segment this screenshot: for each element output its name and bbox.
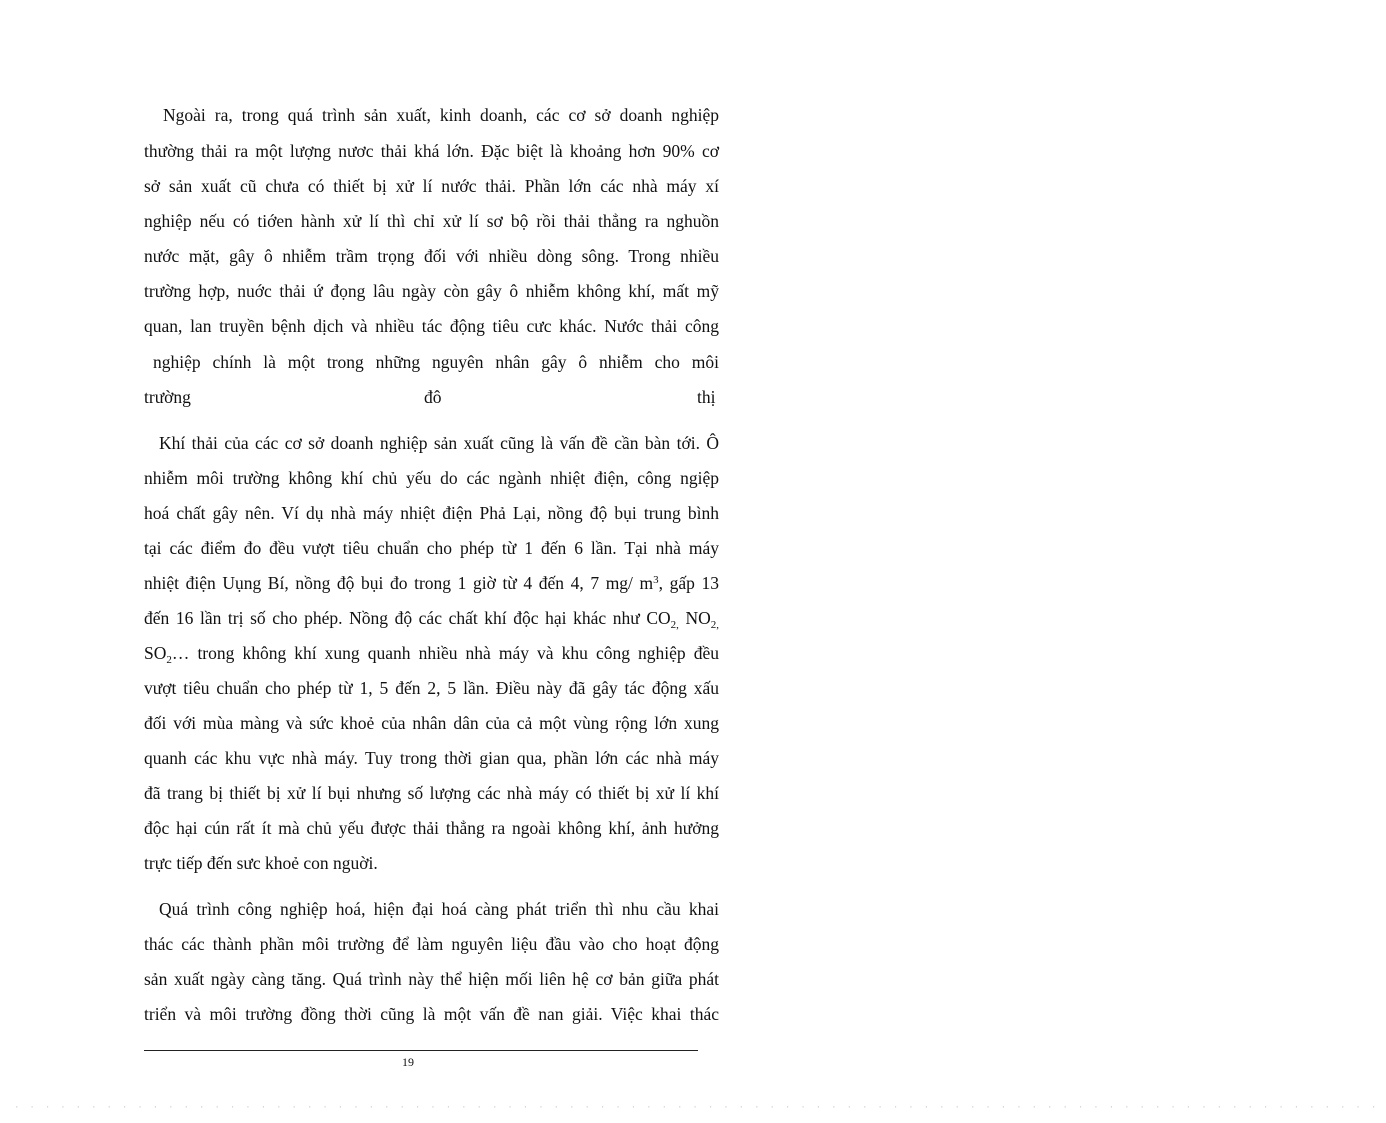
p1-line-4: nghiệp nếu có tiớen hành xử lí thì chỉ xử lí sơ bộ rồi thải thẳng ra nghuồn [144, 211, 719, 231]
page-number: 19 [402, 1055, 414, 1069]
p2-line-5-tail: , gấp 13 [658, 573, 719, 593]
p1-word-truong: trường [144, 387, 191, 407]
p2-line-11: đã trang bị thiết bị xử lí bụi nhưng số lượng các nhà máy có thiết bị xử lí khí [144, 783, 719, 803]
p2-line-7-text: … trong không khí xung quanh nhiều nhà máy và khu công nghiệp đều [171, 643, 719, 663]
p1-line-2: thường thải ra một lượng nươc thải khá lớn. Đặc biệt là khoảng hơn 90% cơ [144, 141, 719, 161]
p1-line-6: trường hợp, nuớc thải ứ đọng lâu ngày còn gây ô nhiễm không khí, mất mỹ [144, 281, 719, 301]
p1-line-3: sở sản xuất cũ chưa có thiết bị xử lí nước thải. Phần lớn các nhà máy xí [144, 176, 719, 196]
p2-line-3: hoá chất gây nên. Ví dụ nhà máy nhiệt điện Phả Lại, nồng độ bụi trung bình [144, 503, 719, 523]
p1-line-1: Ngoài ra, trong quá trình sản xuất, kinh doanh, các cơ sở doanh nghiệp [163, 105, 719, 125]
p2-line-5 [144, 571, 719, 595]
p2-line-2: nhiễm môi trường không khí chủ yếu do các ngành nhiệt điện, công ngiệp [144, 468, 719, 488]
p1-word-thi: thị [697, 387, 716, 407]
p2-line-7 [144, 641, 719, 665]
subscript-so2: 2 [166, 654, 172, 666]
p1-line-5: nước mặt, gây ô nhiễm trầm trọng đối với nhiều dòng sông. Trong nhiều [144, 246, 719, 266]
p3-line-4: triển và môi trường đồng thời cũng là một vấn đề nan giải. Việc khai thác [144, 1004, 719, 1024]
p2-line-9: đối với mùa màng và sức khoẻ của nhân dân của cả một vùng rộng lớn xung [144, 713, 719, 733]
p3-line-1: Quá trình công nghiệp hoá, hiện đại hoá càng phát triển thì nhu cầu khai [159, 899, 719, 919]
p2-line-4: tại các điểm đo đều vượt tiêu chuẩn cho phép từ 1 đến 6 lần. Tại nhà máy [144, 538, 719, 558]
p2-line-8: vượt tiêu chuẩn cho phép từ 1, 5 đến 2, 5 lần. Điều này đã gây tác động xấu [144, 678, 719, 698]
p2-line-1: Khí thải của các cơ sở doanh nghiệp sản xuất cũng là vấn đề cần bàn tới. Ô [159, 433, 719, 453]
p2-line-6-text: đến 16 lần trị số cho phép. Nồng độ các chất khí độc hại khác như CO [144, 608, 671, 628]
p1-word-do: đô [424, 387, 442, 407]
p1-line-8: nghiệp chính là một trong những nguyên nhân gây ô nhiễm cho môi [153, 352, 719, 372]
p2-line-10: quanh các khu vực nhà máy. Tuy trong thời gian qua, phần lớn các nhà máy [144, 748, 719, 768]
page-border-dots: ························································································· [14, 1103, 1386, 1113]
superscript-3: 3 [653, 574, 659, 586]
p2-line-6 [144, 606, 719, 630]
subscript-co2: 2, [670, 619, 679, 631]
p2-line-12: độc hại cún rất ít mà chủ yếu được thải thẳng ra ngoài không khí, ảnh hưởng [144, 818, 719, 838]
p2-line-5-text: nhiệt điện Uụng Bí, nồng độ bụi đo trong 1 giờ từ 4 đến 4, 7 mg/ m [144, 573, 654, 593]
p2-line-7-so: SO [144, 643, 167, 663]
p1-line-7: quan, lan truyền bệnh dịch và nhiều tác động tiêu cưc khác. Nước thải công [144, 316, 719, 336]
subscript-no2: 2, [710, 619, 720, 631]
p2-line-13: trực tiếp đến sưc khoẻ con nguời. [144, 853, 378, 873]
p3-line-3: sản xuất ngày càng tăng. Quá trình này thể hiện mối liên hệ cơ bản giữa phát [144, 969, 719, 989]
p3-line-2: thác các thành phần môi trường để làm nguyên liệu đầu vào cho hoạt động [144, 934, 719, 954]
footer-divider [144, 1050, 698, 1051]
p2-line-6-no: NO [685, 608, 711, 628]
